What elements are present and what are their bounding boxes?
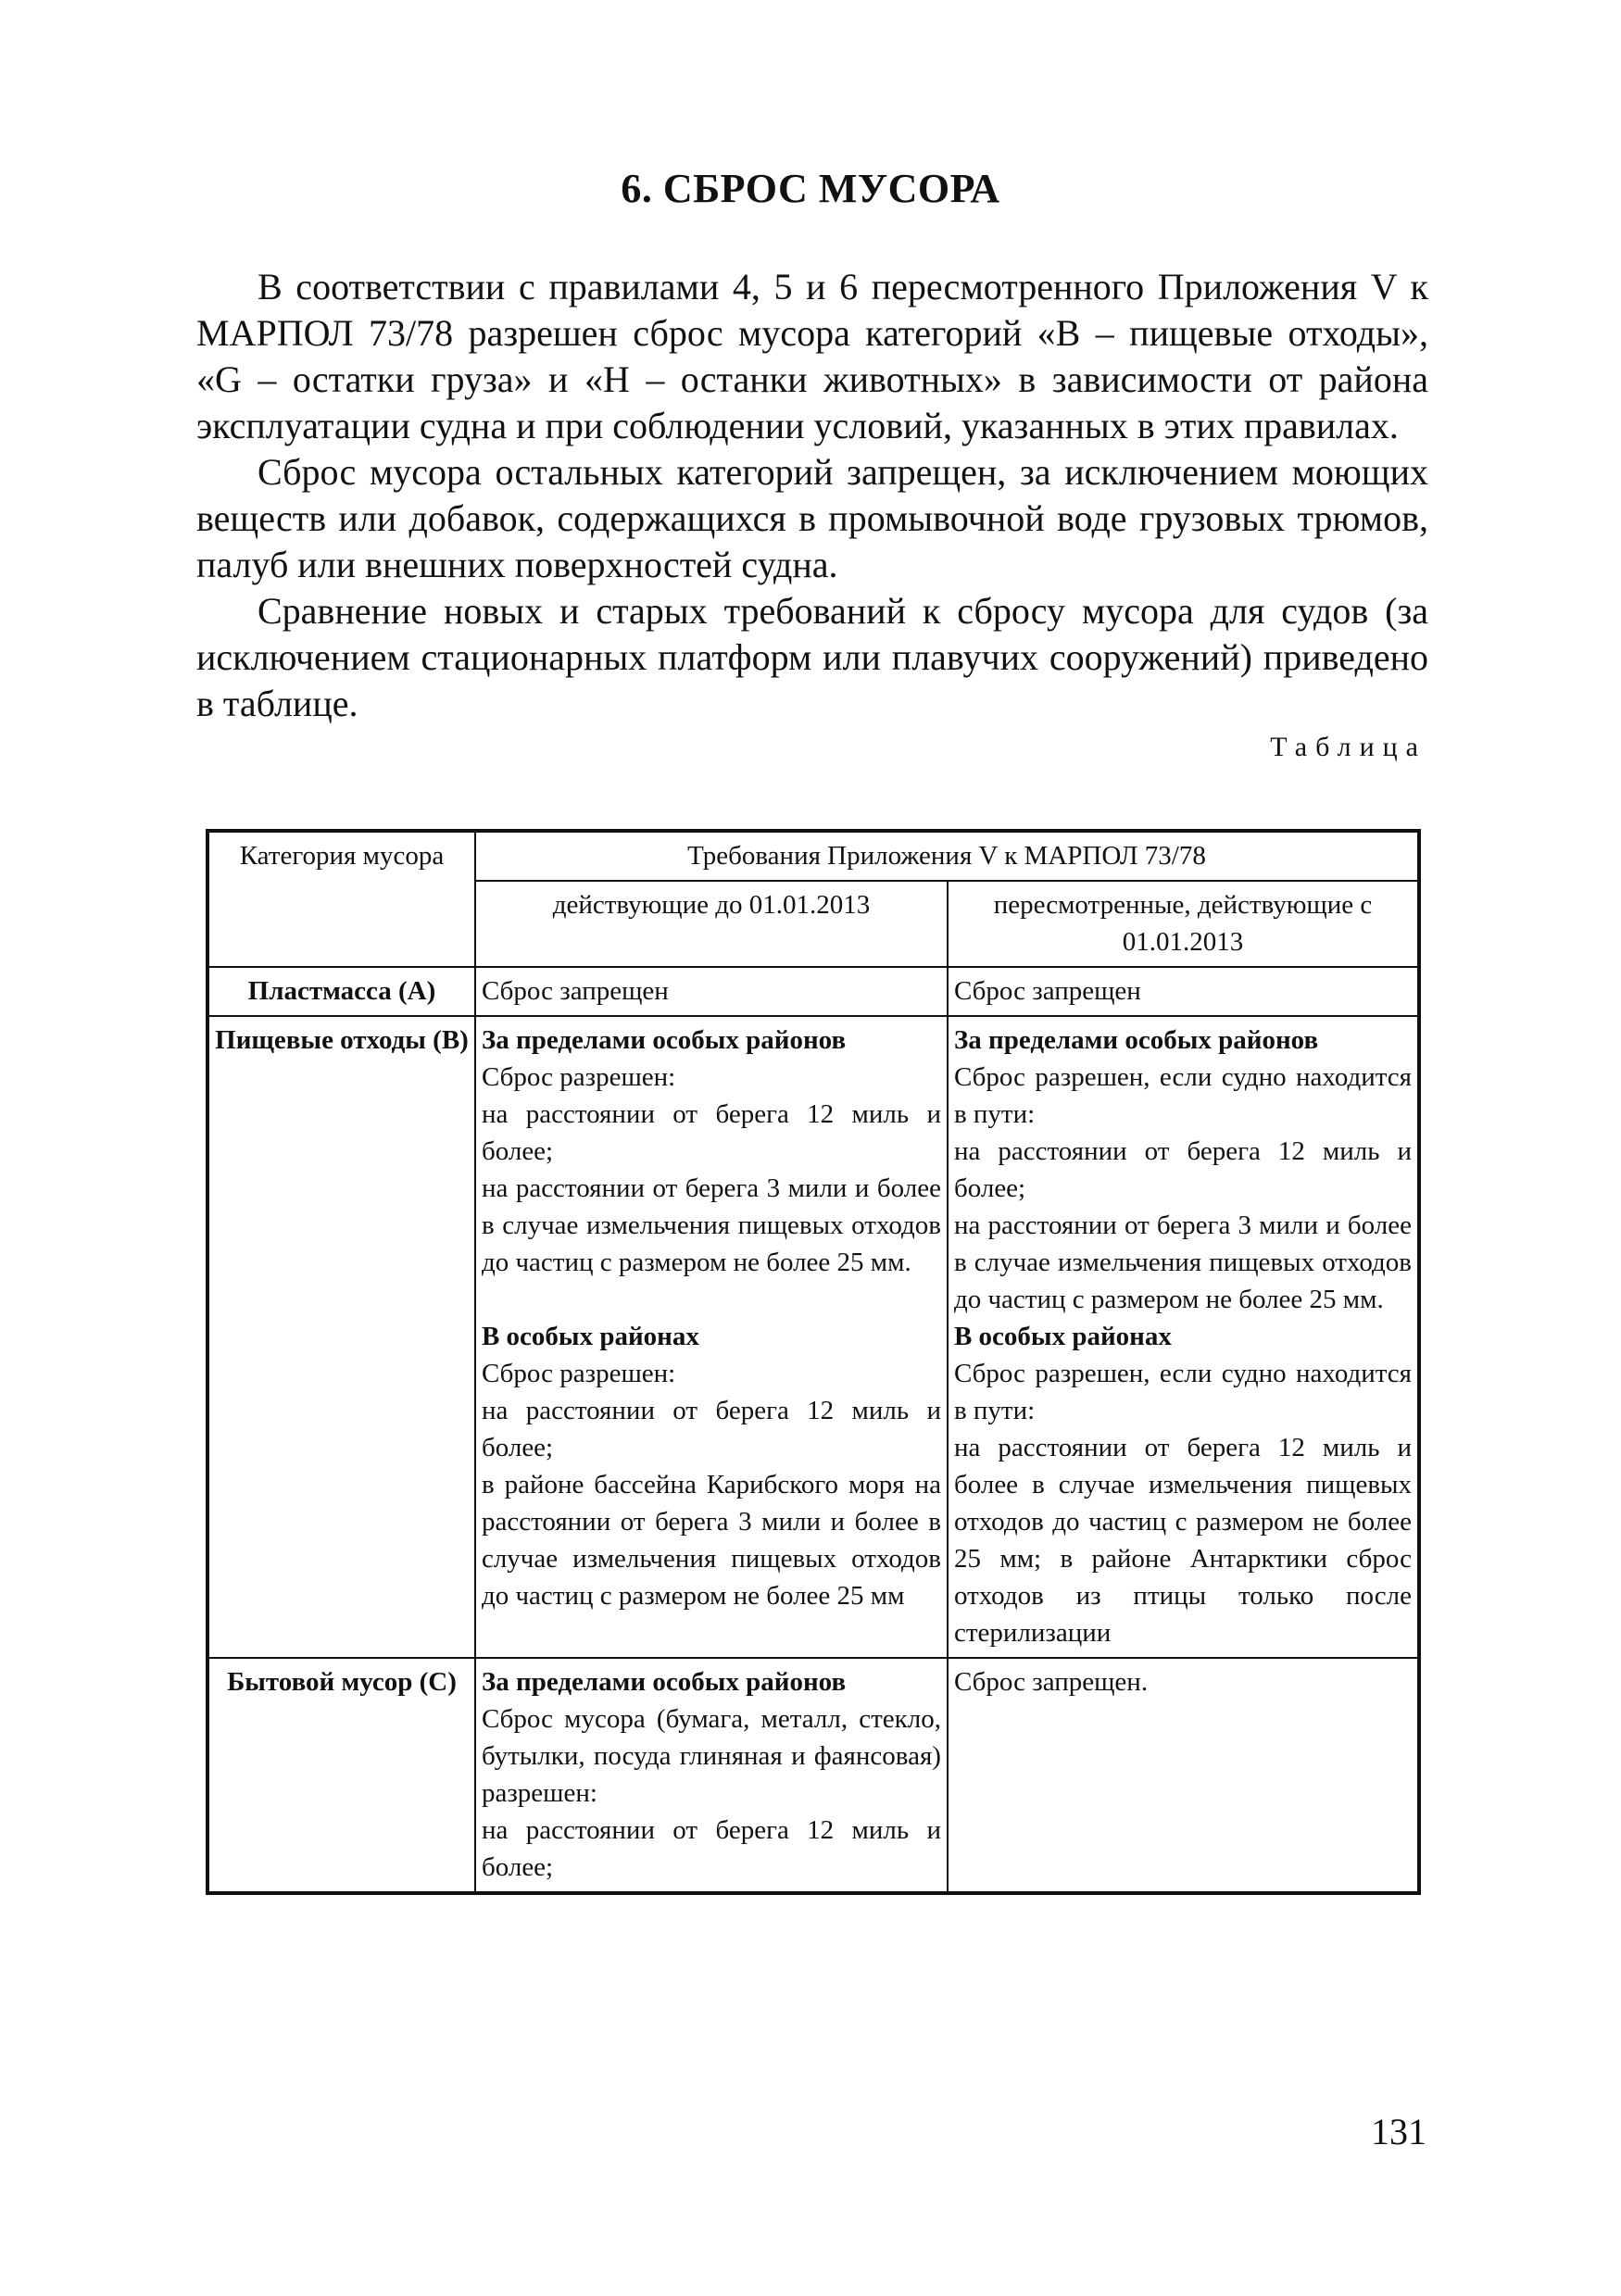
new-rules-cell (948, 1658, 1419, 1893)
header-new-rules: пересмотренные, действующие с 01.01.2013 (948, 881, 1419, 967)
table-row (207, 1016, 1419, 1658)
rule-text: в районе бассейна Карибского моря на расстоянии от берега 3 мили и более в случае измельчения пищевых отходов до частиц с размером не более 25 мм (481, 1470, 941, 1611)
zone-subheading: В особых районах (953, 1322, 1172, 1351)
rule-text: Сброс разрешен: (481, 1359, 676, 1388)
zone-subheading: За пределами особых районов (481, 1667, 847, 1697)
rule-text: Сброс разрешен: (481, 1062, 676, 1092)
old-rules-cell (475, 967, 948, 1016)
new-rules-cell (948, 967, 1419, 1016)
rule-text: на расстоянии от берега 12 миль и более; (481, 1099, 941, 1166)
requirements-table (206, 829, 1421, 1895)
header-category: Категория мусора (207, 831, 475, 967)
rule-text: на расстоянии от берега 12 миль и более в случае измельчения пищевых отходов до частиц с размером не более 25 мм; в районе Антарктики сброс отходов из птицы только после стерилизации (953, 1433, 1412, 1648)
zone-subheading: За пределами особых районов (953, 1025, 1319, 1055)
new-rules-cell (948, 1016, 1419, 1658)
rule-text: Сброс разрешен, если судно находится в пути: (953, 1062, 1412, 1129)
rule-text: на расстоянии от берега 3 мили и более в случае измельчения пищевых отходов до частиц с размером не более 25 мм. (953, 1211, 1412, 1314)
old-rules-cell (475, 1658, 948, 1893)
paragraph: Сброс мусора остальных категорий запрещен, за исключением моющих веществ или добавок, содержащихся в промывочной воде грузовых трюмов, палуб или внешних поверхностей судна. (196, 451, 1428, 585)
rule-text: Сброс мусора (бумага, металл, стекло, бутылки, посуда глиняная и фаянсовая) разрешен: (481, 1704, 941, 1808)
paragraph: Сравнение новых и старых требований к сбросу мусора для судов (за исключением стационарных платформ или плавучих сооружений) приведено в таблице. (196, 590, 1428, 724)
header-old-rules: действующие до 01.01.2013 (475, 881, 948, 967)
rule-text: Сброс запрещен (481, 976, 669, 1006)
rule-text: Сброс запрещен. (953, 1667, 1149, 1697)
header-requirements: Требования Приложения V к МАРПОЛ 73/78 (475, 831, 1419, 881)
rule-text: Сброс разрешен, если судно находится в пути: (953, 1359, 1412, 1425)
category-cell: Пищевые отходы (В) (207, 1016, 475, 1658)
table-row (207, 1658, 1419, 1893)
body-text (196, 264, 1428, 727)
table-header-row (207, 831, 1419, 881)
old-rules-cell (475, 1016, 948, 1658)
table-caption: Таблица (1270, 732, 1426, 762)
rule-text: на расстоянии от берега 12 миль и более; (481, 1396, 941, 1462)
rule-text: на расстоянии от берега 12 миль и более; (481, 1815, 941, 1882)
category-cell: Бытовой мусор (С) (207, 1658, 475, 1893)
section-heading: 6. СБРОС МУСОРА (621, 166, 1000, 211)
rule-text: на расстоянии от берега 12 миль и более; (953, 1136, 1412, 1203)
zone-subheading: За пределами особых районов (481, 1025, 847, 1055)
rule-text: на расстоянии от берега 3 мили и более в случае измельчения пищевых отходов до частиц с размером не более 25 мм. (481, 1173, 941, 1277)
page-number: 131 (1371, 2111, 1426, 2152)
zone-subheading: В особых районах (481, 1322, 699, 1351)
rule-text: Сброс запрещен (953, 976, 1141, 1006)
paragraph: В соответствии с правилами 4, 5 и 6 пересмотренного Приложения V к МАРПОЛ 73/78 разрешен сброс мусора категорий «В – пищевые отходы», «G – остатки груза» и «H – останки животных» в зависимости от района эксплуатации судна и при соблюдении условий, указанных в этих правилах. (196, 266, 1428, 446)
category-cell: Пластмасса (А) (207, 967, 475, 1016)
block-spacer (482, 1281, 941, 1318)
table-row (207, 967, 1419, 1016)
